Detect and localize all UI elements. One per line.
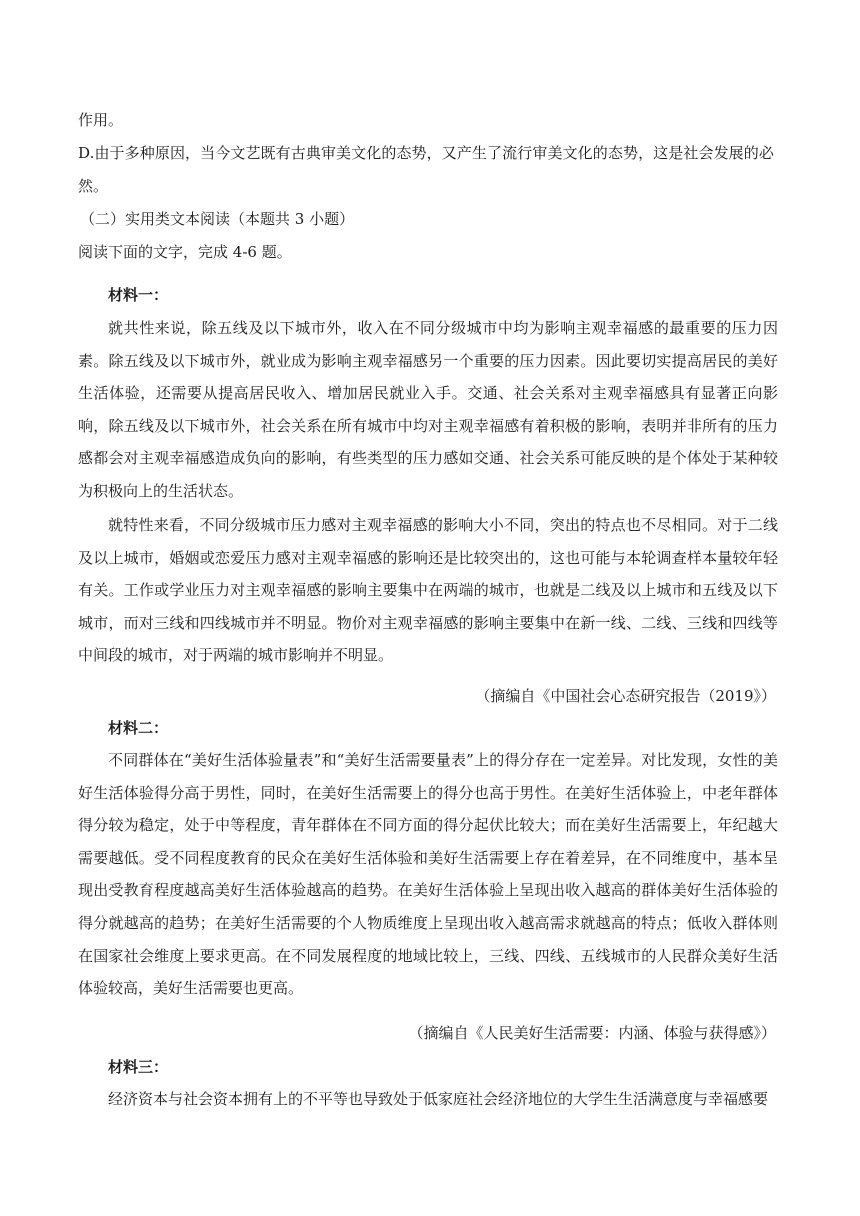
material-3-paragraph-1: 经济资本与社会资本拥有上的不平等也导致处于低家庭社会经济地位的大学生生活满意度与幸福感要 [108,1090,769,1108]
material-3-heading: 材料三： [108,1058,169,1076]
option-d-line-2: 然。 [78,177,109,195]
material-2-paragraph-1: 不同群体在“美好生活体验量表”和“美好生活需要量表”上的得分存在一定差异。对比发现，女性的美好生活体验得分高于男性，同时，在美好生活需要上的得分也高于男性。在美好生活体验上，中老年群体得分较为稳定，处于中等程度，青年群体在不同方面的得分起伏比较大；而在美好生活需要上，年纪越大需要越低。受不同程度教育的民众在美好生活体验和美好生活需要上存在着差异，在不同维度中，基本呈现出受教育程度越高美好生活体验越高的趋势。在美好生活体验上呈现出收入越高的群体美好生活体验的得分就越高的趋势；在美好生活需要的个人物质维度上呈现出收入越高需求就越高的特点；低收入群体则在国家社会维度上要求更高。在不同发展程度的地域比较上，三线、四线、五线城市的人民群众美好生活体验较高，美好生活需要也更高。 [78,751,778,998]
material-2-source: （摘编自《人民美好生活需要：内涵、体验与获得感》） [408,1024,776,1042]
material-1-paragraph-1: 就共性来说，除五线及以下城市外，收入在不同分级城市中均为影响主观幸福感的最重要的压力因素。除五线及以下城市外，就业成为影响主观幸福感另一个重要的压力因素。因此要切实提高居民的美好生活体验，还需要从提高居民收入、增加居民就业入手。交通、社会关系对主观幸福感具有显著正向影响，除五线及以下城市外，社会关系在所有城市中均对主观幸福感有着积极的影响，表明并非所有的压力感都会对主观幸福感造成负向的影响，有些类型的压力感如交通、社会关系可能反映的是个体处于某种较为积极向上的生活状态。 [78,319,778,500]
material-1-source: （摘编自《中国社会心态研究报告（2019》） [475,687,776,705]
option-d-line-1: D.由于多种原因，当今文艺既有古典审美文化的态势，又产生了流行审美文化的态势，这是社会发展的必 [78,144,774,162]
material-2-heading: 材料二： [108,719,169,737]
material-1-heading: 材料一： [108,286,169,304]
section-title: （二）实用类文本阅读（本题共 3 小题） [80,210,355,228]
section-instruction: 阅读下面的文字，完成 4-6 题。 [78,243,292,261]
previous-text-line: 作用。 [78,111,124,129]
material-1-paragraph-2: 就特性来看，不同分级城市压力感对主观幸福感的影响大小不同，突出的特点也不尽相同。对于二线及以上城市，婚姻或恋爱压力感对主观幸福感的影响还是比较突出的，这也可能与本轮调查样本量较年轻有关。工作或学业压力对主观幸福感的影响主要集中在两端的城市，也就是二线及以上城市和五线及以下城市，而对三线和四线城市并不明显。物价对主观幸福感的影响主要集中在新一线、二线、三线和四线等中间段的城市，对于两端的城市影响并不明显。 [78,516,778,665]
